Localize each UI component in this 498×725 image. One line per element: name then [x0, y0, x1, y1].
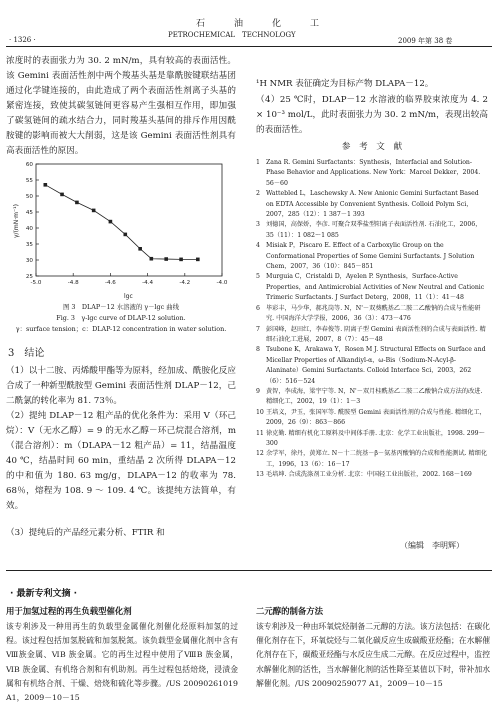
x-tick-label: -4.4	[142, 280, 154, 286]
data-point	[60, 193, 64, 197]
reference-text: Zana R. Gemini Surfactants：Synthesis，Interfacial and Solution-Phase Behavior and Applications. New York：Marcel Dekker，2004. 56－60	[266, 159, 481, 187]
news-rule	[6, 570, 492, 571]
figure-caption-en: Fig. 3 γ-lgc curve of DLAP-12 solution.	[56, 314, 186, 322]
journal-title-en: PETROCHEMICAL TECHNOLOGY	[168, 31, 296, 39]
reference-number: 8	[256, 346, 260, 354]
y-tick-label: 35	[25, 242, 33, 248]
reference-item	[256, 449, 488, 470]
reference-text: 毛培坤. 合成洗涤剂工业分析. 北京：中国轻工业出版社，2002. 168－169	[266, 471, 472, 479]
reference-number: 2	[256, 190, 260, 198]
intro-paragraph: 浓度时的表面张力为 30. 2 mN/m，具有较高的表面活性。该 Gemini 表面活性剂中两个羧基头基是靠酰胺键联结基团通过化学键连接的，由此造成了两个表面活性剂离子头基的紧密连接，致使其碳氢链间更容易产生强相互作用，即加强了碳氢链间的疏水结合力，同时羧基头基间的排斥作用因酰胺键的影响而被大大削弱，这是该 Gemini 表面活性剂具有高表面活性的原因。	[6, 56, 236, 156]
series-line	[45, 185, 198, 260]
surface-tension-chart	[8, 158, 236, 300]
reference-number: 5	[256, 273, 260, 281]
data-point	[123, 233, 127, 237]
y-tick-label: 25	[25, 274, 33, 280]
reference-number: 9	[256, 387, 260, 395]
page-number: · 1326 ·	[9, 36, 36, 44]
reference-text: 黄智，李成海，梁宇宁等. N，N'－双月桂酰基乙二胺二乙酸钠合成方法的改进. 精细化工，2002，19（1）：1－3	[266, 387, 483, 406]
x-tick-label: -4.0	[216, 280, 228, 286]
reference-number: 4	[256, 242, 260, 250]
reference-item	[256, 304, 488, 325]
conclusion-2: （2）提纯 DLAP－12 粗产品的优化条件为：采用 V（环己烷）：V（无水乙醇）= 9 的无水乙醇－环己烷混合溶剂，m（混合溶剂）：m（DLAPA－12 粗产品）= 11，结晶温度 40 ℃，结晶时间 60 min，重结晶 2 次所得 DLAPA－12 的中和值为 180. 63 mg/g，DLAPA－12 的收率为 78. 68％，熔程为 108. 9 ～ 109. 4 ℃。该提纯方法简单，有效。	[6, 411, 236, 511]
reference-number: 11	[256, 429, 264, 437]
reference-text: 毕彩丰，马少华，郝兆岗等. N，N'－双葵酰基乙二胺二乙酸钠的合成与性能研究. 中国海洋大学学报，2006，36（3）：473－476	[266, 304, 481, 323]
reference-text: 徐克勤. 精细有机化工原料及中间体手册. 北京：化学工业出版社，1998. 299～300	[266, 429, 485, 447]
y-tick-label: 50	[25, 194, 33, 200]
reference-item	[256, 470, 488, 480]
nmr-sentence: ¹H NMR 表征确定为目标产物 DLAPA－12。	[256, 79, 434, 89]
reference-item	[256, 220, 488, 241]
data-point	[150, 257, 154, 261]
point-layer	[44, 183, 200, 261]
issue-label: 2009 年第 38 卷	[398, 37, 453, 45]
reference-item	[256, 189, 488, 220]
data-point	[75, 201, 79, 205]
reference-item	[256, 325, 488, 346]
reference-number: 10	[256, 408, 264, 416]
reference-number: 13	[256, 471, 264, 479]
reference-text: 王培义，尹玉，张国军等. 酰胺型 Gemini 表面活性剂的合成与性能. 精细化工，2009，26（9）：863－866	[266, 408, 486, 427]
data-point	[196, 258, 200, 262]
reference-text: 彭国峰，赵田红，李春俊等. 阴离子型 Gemini 表面活性剂的合成与表面活性. 精细石油化工进展，2007，8（7）：45－48	[266, 325, 486, 343]
conclusion-3: （3）提纯后的产品经元素分析、FTIR 和	[6, 528, 165, 538]
data-point	[92, 209, 96, 213]
data-point	[164, 257, 168, 261]
y-tick-label: 60	[25, 162, 33, 168]
reference-item	[256, 345, 488, 387]
data-point	[109, 220, 113, 224]
x-tick-label: -4.2	[179, 280, 191, 286]
reference-item	[256, 272, 488, 303]
y-axis-label: γ/(mN·m⁻¹)	[13, 204, 20, 238]
reference-number: 1	[256, 159, 260, 166]
data-point	[44, 183, 48, 187]
reference-text: 刘德国，高保娇，李彦. 可聚合双季盐型阳离子表面活性剂. 石油化工，2006，35（11）：1 082～1 085	[266, 221, 482, 239]
reference-item	[256, 387, 488, 408]
y-tick-label: 30	[25, 258, 33, 264]
reference-number: 6	[256, 304, 260, 312]
news-header: · 最新专利文摘 ·	[10, 589, 78, 599]
patent-left-title: 用于加氢过程的再生负载型催化剂	[6, 606, 132, 616]
header-rule	[6, 46, 492, 47]
y-tick-label: 55	[25, 178, 33, 184]
tick-layer	[26, 162, 228, 286]
reference-number: 3	[256, 221, 260, 229]
y-tick-label: 40	[25, 226, 33, 232]
patent-left-body: 该专利涉及一种用再生的负载型金属催化剂催化烃原料加氢的过程。该过程包括加氢脱硫和加氢脱氮。该负载型金属催化剂中含有Ⅷ族金属、ⅥB 族金属。它的再生过程中使用了ⅧB 族金属，ⅥB 族金属、有机络合剂和有机助剂。再生过程包括焙烧，浸渍金属和有机络合剂、干燥、焙烧和硫化等步骤。/US 20090261019 A1，2009－10－15	[6, 622, 238, 703]
data-point	[179, 258, 183, 262]
reference-text: Wattebled L，Laschewsky A. New Anionic Gemini Surfactant Based on EDTA Accessible by Convenient Synthesis. Colloid Polym Sci，2007，285（12）：1 387－1 393	[266, 190, 479, 219]
figure-caption-cn: 图 3 DLAP－12 水溶液的 γ－lgc 曲线	[62, 303, 180, 311]
reference-number: 7	[256, 325, 260, 333]
journal-title-cn: 石 油 化 工	[196, 19, 330, 29]
x-tick-label: -4.8	[67, 280, 79, 286]
reference-item	[256, 408, 488, 429]
conclusion-1: （1）以十二胺、丙烯酸甲酯等为原料，经加成、酰胺化反应合成了一种新型酰胺型 Gemini 表面活性剂 DLAP－12，己二酰氯的转化率为 81. 73％。	[6, 366, 236, 406]
reference-text: Tsubone K，Arakawa Y，Rosen M J. Structural Effects on Surface and Micellar Properties of Alkandiyl-α，ω-Bis（Sodium-N-Acyl-β-Alaninate）Gemini Surfactants. Colloid Interface Sci，2003，262（6）：516－524	[266, 346, 486, 385]
conclusion-4: （4）25 ℃时，DLAP－12 水溶液的临界胶束浓度为 4. 2 × 10⁻³ mol/L，此时表面张力为 30. 2 mN/m，表现出较高的表面活性。	[256, 95, 488, 135]
reference-number: 12	[256, 450, 264, 458]
data-point	[138, 247, 142, 251]
y-tick-label: 45	[25, 210, 33, 216]
figure-note: γ：surface tension；c：DLAP-12 concentration in water solution.	[15, 325, 227, 333]
x-tick-label: -5.0	[30, 280, 42, 286]
section-title: 3 结论	[8, 348, 45, 359]
reference-item	[256, 241, 488, 272]
editor-credit: （编辑 李明辉）	[400, 541, 464, 550]
patent-right-body: 该专利涉及一种由环氧烷烃制备二元醇的方法。该方法包括：在碳化催化剂存在下，环氧烷烃与二氧化碳反应生成碳酸亚烃酯；在水解催化剂存在下，碳酸亚烃酯与水反应生成二元醇。在反应过程中，监控水解催化剂的活性，当水解催化剂的活性降至某值以下时，带补加水解催化剂。/US 20090259077 A1，2009－10－15	[256, 622, 490, 688]
reference-item	[256, 429, 488, 450]
reference-item	[256, 158, 488, 189]
references-title: 参 考 文 献	[341, 142, 403, 152]
reference-text: Misiak P，Piscaro E. Effect of a Carboxylic Group on the Conformational Properties of Some Gemini Surfactants. J Solution Chem，2007，36（10）：845－851	[266, 242, 475, 271]
reference-list	[256, 158, 488, 481]
reference-text: 余学军，徐丹，黄郑立. N－十二烷基－β－氨基丙酸钠的合成和性能测试. 精细化工，1996，13（6）：16－17	[266, 450, 488, 468]
x-axis-label: lgc	[124, 293, 133, 300]
x-tick-label: -4.6	[104, 280, 116, 286]
patent-right-title: 二元醇的制备方法	[256, 606, 323, 616]
reference-text: Murguia C，Cristaldi D，Ayelen P. Synthesis，Surface-Active Properties，and Antimicrobial Activities of New Neutral and Cationic Trimeric Surfactants. J Surfact Deterg，2008，11（1）：41－48	[266, 273, 485, 302]
